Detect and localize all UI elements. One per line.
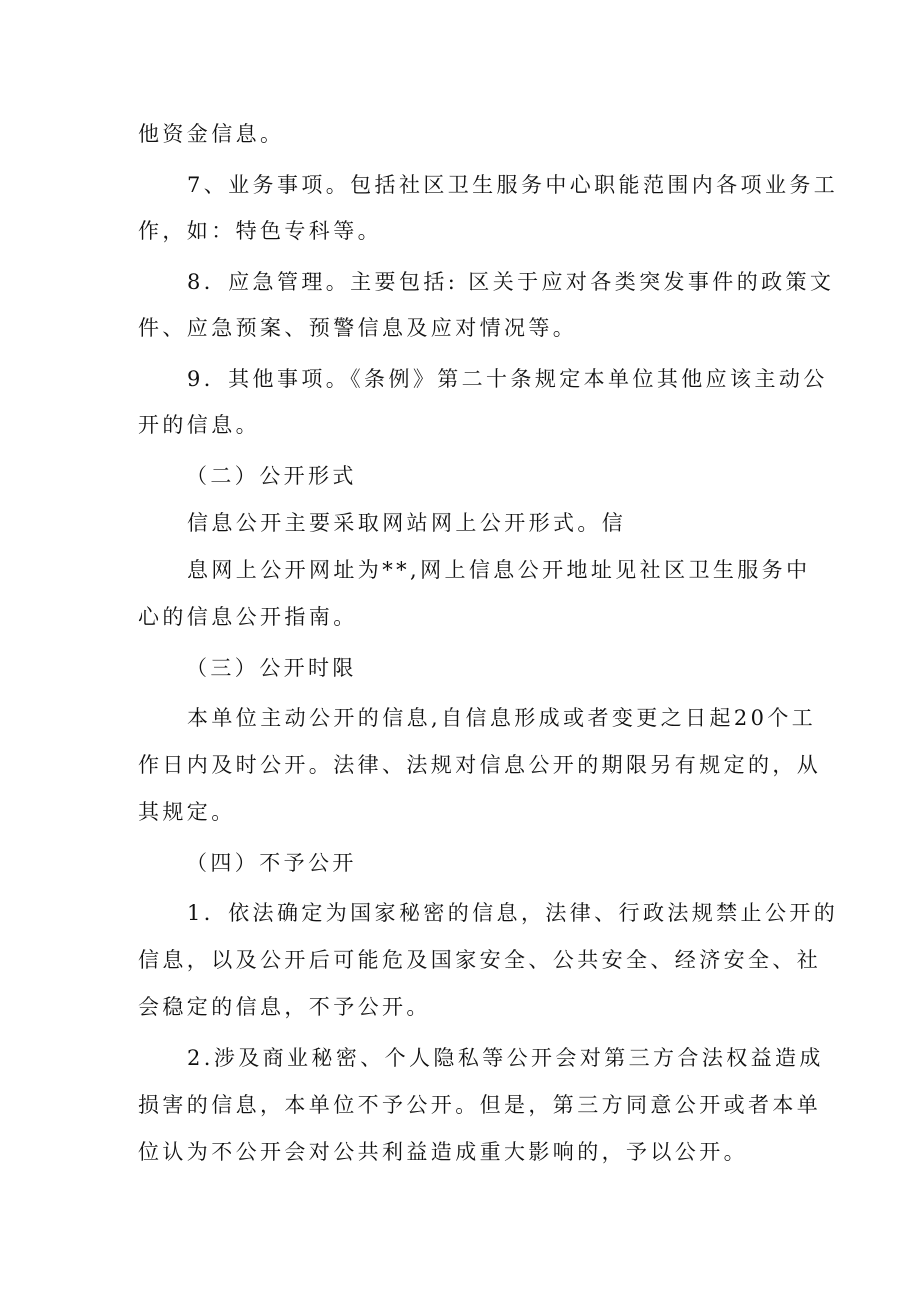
section-heading-not-disclosed: （四）不予公开 bbox=[186, 851, 357, 875]
url-paragraph-line-1: 息网上公开网址为**,网上信息公开地址见社区卫生服务中 bbox=[187, 558, 811, 582]
time-paragraph-line-1: 本单位主动公开的信息,自信息形成或者变更之日起20个工 bbox=[187, 706, 817, 730]
item-7-line-2: 作，如：特色专科等。 bbox=[138, 219, 382, 243]
section-heading-time-limit: （三）公开时限 bbox=[186, 656, 357, 680]
rule-1-line-3: 会稳定的信息，不予公开。 bbox=[138, 995, 431, 1019]
rule-2-line-3: 位认为不公开会对公共利益造成重大影响的，予以公开。 bbox=[138, 1140, 748, 1164]
item-7-line-1: 7、业务事项。包括社区卫生服务中心职能范围内各项业务工 bbox=[187, 173, 839, 197]
form-paragraph-line-1: 信息公开主要采取网站网上公开形式。信 bbox=[187, 511, 627, 535]
time-paragraph-line-3: 其规定。 bbox=[138, 800, 236, 824]
rule-1-line-2: 信息，以及公开后可能危及国家安全、公共安全、经济安全、社 bbox=[138, 948, 822, 972]
item-8-line-2: 件、应急预案、预警信息及应对情况等。 bbox=[138, 316, 578, 340]
rule-1-line-1: 1．依法确定为国家秘密的信息，法律、行政法规禁止公开的 bbox=[187, 901, 839, 925]
time-paragraph-line-2: 作日内及时公开。法律、法规对信息公开的期限另有规定的，从 bbox=[138, 753, 822, 777]
rule-2-line-2: 损害的信息，本单位不予公开。但是，第三方同意公开或者本单 bbox=[138, 1093, 822, 1117]
item-8-line-1: 8．应急管理。主要包括: 区关于应对各类突发事件的政策文 bbox=[187, 270, 835, 294]
paragraph-continuation-line: 他资金信息。 bbox=[138, 122, 285, 146]
item-9-line-1: 9．其他事项。《条例》第二十条规定本单位其他应该主动公 bbox=[187, 367, 828, 391]
url-paragraph-line-2: 心的信息公开指南。 bbox=[138, 605, 358, 629]
item-9-line-2: 开的信息。 bbox=[138, 413, 260, 437]
rule-2-line-1: 2.涉及商业秘密、个人隐私等公开会对第三方合法权益造成 bbox=[187, 1046, 824, 1070]
section-heading-form: （二）公开形式 bbox=[186, 464, 357, 488]
